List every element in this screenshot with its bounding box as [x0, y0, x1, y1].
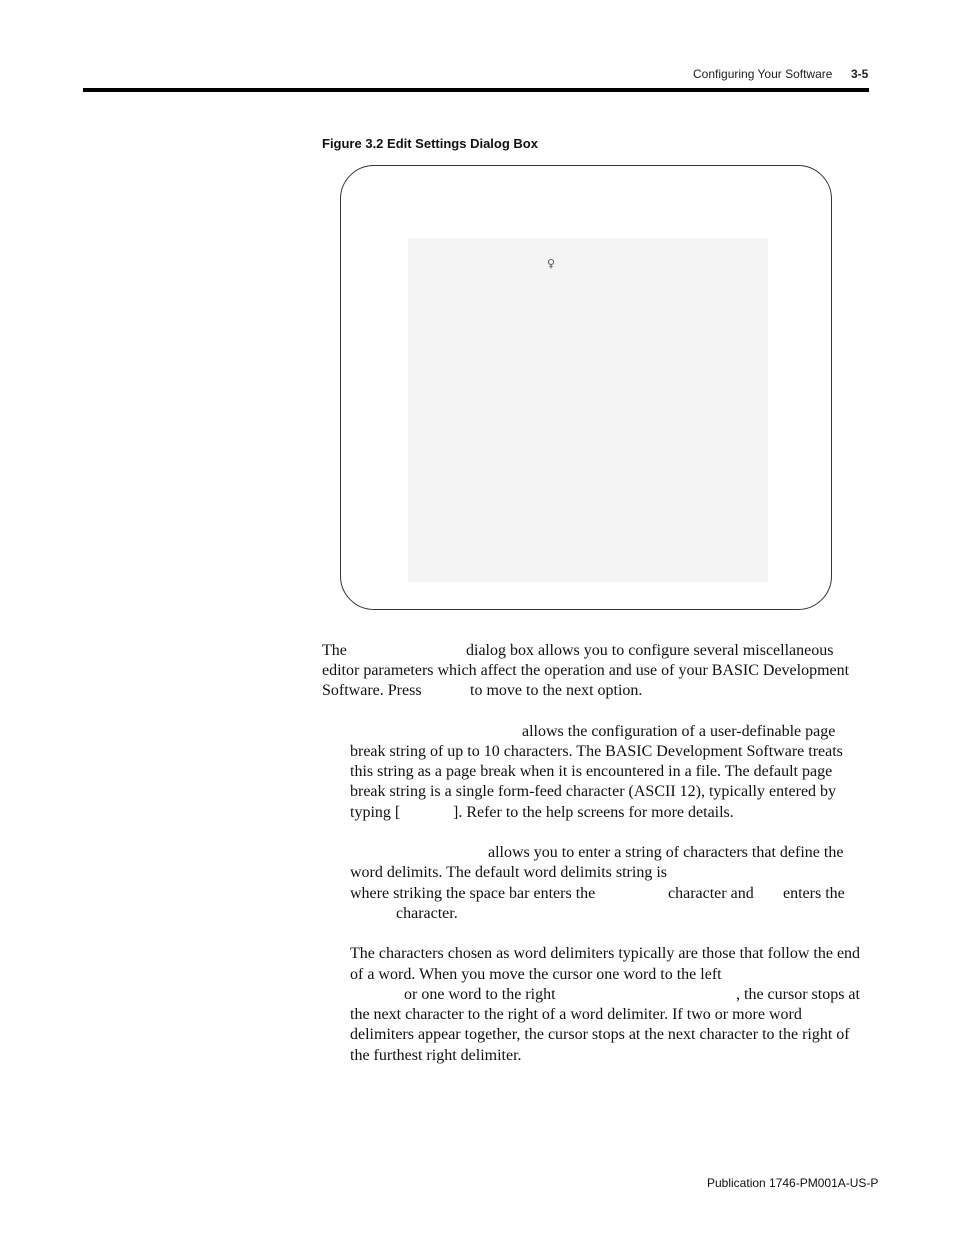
- text-segment: typing [: [350, 804, 401, 821]
- text-segment: dialog box allows you to configure several miscellaneous: [466, 642, 834, 659]
- dialog-screenshot-area: [408, 238, 768, 582]
- text-segment: break string of up to 10 characters. The BASIC Development Software treats: [350, 743, 843, 760]
- text-segment: character and: [668, 885, 754, 902]
- running-header-title: Configuring Your Software: [693, 67, 833, 81]
- header-rule: [83, 88, 869, 92]
- text-segment: word delimits. The default word delimits string is: [350, 864, 667, 881]
- text-segment: allows you to enter a string of characters that define the: [488, 844, 844, 861]
- text-segment: ]. Refer to the help screens for more details.: [453, 804, 734, 821]
- text-segment: or one word to the right: [404, 986, 556, 1003]
- text-segment: enters the: [783, 885, 845, 902]
- text-segment: , the cursor stops at: [736, 986, 860, 1003]
- text-segment: the furthest right delimiter.: [350, 1047, 522, 1064]
- publication-number: Publication 1746-PM001A-US-P: [707, 1176, 879, 1190]
- text-segment: delimiters appear together, the cursor stops at the next character to the right of: [350, 1026, 850, 1043]
- text-segment: this string as a page break when it is encountered in a file. The default page: [350, 763, 833, 780]
- figure-caption: Figure 3.2 Edit Settings Dialog Box: [322, 136, 538, 151]
- text-segment: The characters chosen as word delimiters typically are those that follow the end: [350, 945, 861, 962]
- text-segment: of a word. When you move the cursor one word to the left: [350, 966, 722, 983]
- text-segment: where striking the space bar enters the: [350, 885, 596, 902]
- text-segment: editor parameters which affect the operation and use of your BASIC Development: [322, 662, 850, 679]
- text-segment: character.: [396, 905, 458, 922]
- marker-icon: ♀: [547, 257, 556, 270]
- text-segment: allows the configuration of a user-definable page: [522, 723, 836, 740]
- text-segment: to move to the next option.: [470, 682, 643, 699]
- text-segment: the next character to the right of a word delimiter. If two or more word: [350, 1006, 802, 1023]
- text-segment: Software. Press: [322, 682, 422, 699]
- text-segment: The: [322, 642, 347, 659]
- page-number: 3-5: [851, 67, 869, 81]
- text-segment: break string is a single form-feed character (ASCII 12), typically entered by: [350, 783, 837, 800]
